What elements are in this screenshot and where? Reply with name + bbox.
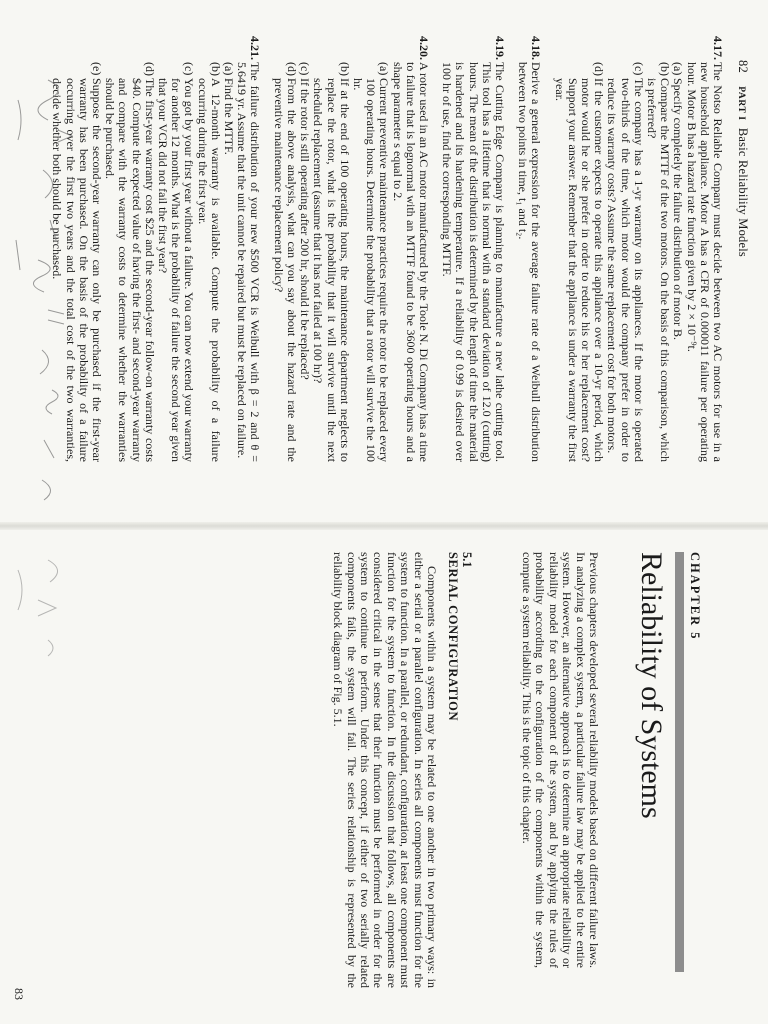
problem bbox=[50, 36, 263, 462]
problem-part-label: (b) bbox=[337, 62, 352, 76]
problem-part-text: If the rotor is still operating after 200 hr, should it be replaced? bbox=[298, 78, 313, 380]
part-title: Basic Reliability Models bbox=[736, 127, 750, 257]
problem-part bbox=[222, 62, 237, 462]
problem bbox=[440, 36, 507, 463]
problem-number: 4.21. bbox=[248, 36, 263, 60]
problem-text: The failure distribution of your new $500 VCR is Weibull with β = 2 and θ = 5.6419 yr. Assume that the unit cannot be repaired but must be replaced on failure. bbox=[235, 62, 263, 462]
chapter-title: Reliability of Systems bbox=[635, 552, 668, 819]
problem-part bbox=[156, 62, 197, 462]
problem-part-text: A 12-month warranty is available. Compute the probability of a failure occurring during the first year. bbox=[195, 78, 223, 462]
problem bbox=[516, 36, 544, 462]
problem-part-text: From the above analysis, what can you say about the hazard rate and the preventive maintenance replacement policy? bbox=[271, 78, 299, 462]
problem-part-label: (c) bbox=[631, 62, 646, 76]
problem-part-text: Specify completely the failure distribution of motor B. bbox=[671, 78, 686, 340]
chapter-label: CHAPTER 5 bbox=[688, 552, 702, 641]
problem-part-label: (a) bbox=[671, 62, 686, 76]
problem-text: Derive a general expression for the average failure rate of a Weibull distribution between two points in time, t₁ and t₂. bbox=[516, 62, 544, 462]
right-page bbox=[0, 536, 768, 1024]
problem-part-label: (d) bbox=[142, 62, 157, 76]
problem-part bbox=[552, 62, 607, 462]
problem-part bbox=[195, 62, 223, 462]
problem-part-text: Find the MTTF. bbox=[222, 78, 237, 155]
problem-part bbox=[644, 62, 673, 462]
problem-part-label: (b) bbox=[208, 62, 223, 76]
problem-part bbox=[271, 62, 299, 462]
problem-part-label: (c) bbox=[182, 62, 197, 76]
problem-part bbox=[671, 62, 686, 462]
problem-text: A rotor used in an AC motor manufactured by the Toole N. Di Company has a time to failure that is lognormal with an MTTF found to be 3600 operating hours and a shape parameter s equal to 2. bbox=[390, 62, 431, 462]
problem-part bbox=[311, 62, 352, 462]
section-number: 5.1 bbox=[460, 552, 474, 568]
problem-text: The Cutting Edge Company is planning to manufacture a new lathe cutting tool. This tool has a lifetime that is normal with a standard deviation of 12.0 (cutting) hours. The mean of the distribution is determined by the length of time the material is hardened and its hardening temperature. If a reliability of 0.99 is desired over 100 hr of use, find the corresponding MTTF. bbox=[440, 62, 507, 463]
problem-part bbox=[605, 62, 646, 462]
problem-part-label: (e) bbox=[90, 62, 105, 76]
problem-part-label: (a) bbox=[377, 62, 392, 76]
problem-part-label: (d) bbox=[592, 62, 607, 76]
page-number-right: 83 bbox=[12, 988, 26, 1000]
problem-part-label: (b) bbox=[658, 62, 673, 76]
problem-part-text: If at the end of 100 operating hours, the maintenance department neglects to replace the rotor, what is the probability that it will survive until the next scheduled replacement (assume that it has not failed at 100 hr)? bbox=[311, 78, 352, 462]
problem-part-text: You got by your first year without a failure. You can now extend your warranty for another 12 months. What is the probability of failure the second year given that your VCR did not fail the first year? bbox=[156, 78, 197, 462]
part-label: PART I bbox=[736, 86, 746, 121]
page-gutter bbox=[0, 522, 768, 530]
problem-part bbox=[298, 62, 313, 462]
problem-part-label: (c) bbox=[298, 62, 313, 76]
problem-part-text: Compare the MTTF of the two motors. On the basis of this comparison, which is preferred? bbox=[644, 78, 673, 462]
problem-part bbox=[103, 62, 157, 462]
problem-number: 4.20. bbox=[416, 36, 431, 60]
problem-number: 4.19. bbox=[492, 36, 507, 60]
section-title: SERIAL CONFIGURATION bbox=[446, 552, 460, 722]
problem-part bbox=[350, 62, 392, 462]
problem-part-text: The company has a 1-yr warranty on its appliances. If the motor is operated two-thirds of the time, which motor would the company prefer in order to reduce its warranty costs? Assume the same replacement cost for both motors. bbox=[605, 78, 646, 462]
problem-part bbox=[50, 62, 105, 462]
chapter-intro: Previous chapters developed several reliability models based on different failure laws. In analyzing a complex system, a particular failure law may be applied to the entire system. However, an alternative approach is to determine an appropriate reliability or reliability model for each component of the system, and by applying the rules of probability according to the configuration of the components within the system, compute a system reliability. This is the topic of this chapter. bbox=[519, 552, 601, 968]
section-body: Components within a system may be related to one another in two primary ways: in either a serial or a parallel configuration. In series all components must function for the system to function. In a parallel, or redundant, configuration, at least one component must function for the system to function. In the discussion that follows, all components are considered critical in the sense that their function must be performed in order for the system to continue to perform. Under this concept, if either of two serially related components fails, the system will fail. The series relationship is represented by the reliability block diagram of Fig. 5.1. bbox=[331, 552, 439, 988]
problem bbox=[271, 36, 431, 462]
problem-text: The Notso Reliable Company must decide between two AC motors for use in a new household appliance. Motor A has a CFR of 0.000011 failure per operating hour. Motor B has a hazard rate function given by 2 × 10⁻⁹t. bbox=[684, 62, 725, 462]
problem-part-text: The first-year warranty cost $25 and the second-year follow-on warranty costs $40. Compute the expected value of having the first- and second-year warranty and compare with the warranty costs to determine whether the warranties should be purchased. bbox=[103, 78, 157, 462]
page-number-left: 82 bbox=[736, 60, 750, 73]
chapter-rule bbox=[675, 552, 684, 972]
problem-part-text: Current preventive maintenance practices require the rotor to be replaced every 100 operating hours. Determine the probability that a rotor will survive the 100 hr. bbox=[350, 78, 392, 462]
problem bbox=[552, 36, 725, 462]
problem-part-text: If the customer expects to operate this appliance over a 10-yr period, which motor would he or she prefer in order to reduce his or her replacement cost? Support your answer. Remember that the appliance is under a warranty the first year. bbox=[552, 78, 607, 462]
running-head bbox=[735, 60, 750, 257]
problem-number: 4.18. bbox=[529, 36, 544, 60]
problem-part-text: Suppose the second-year warranty can only be purchased if the first-year warranty has been purchased. On the basis of the probability of a failure occurring over the first two years and the total cost of the two warranties, decide whether both should be purchased. bbox=[50, 78, 105, 462]
problem-number: 4.17. bbox=[711, 36, 725, 60]
problem-list bbox=[40, 36, 725, 463]
problem-part-label: (a) bbox=[222, 62, 237, 76]
problem-part-label: (d) bbox=[284, 62, 299, 76]
